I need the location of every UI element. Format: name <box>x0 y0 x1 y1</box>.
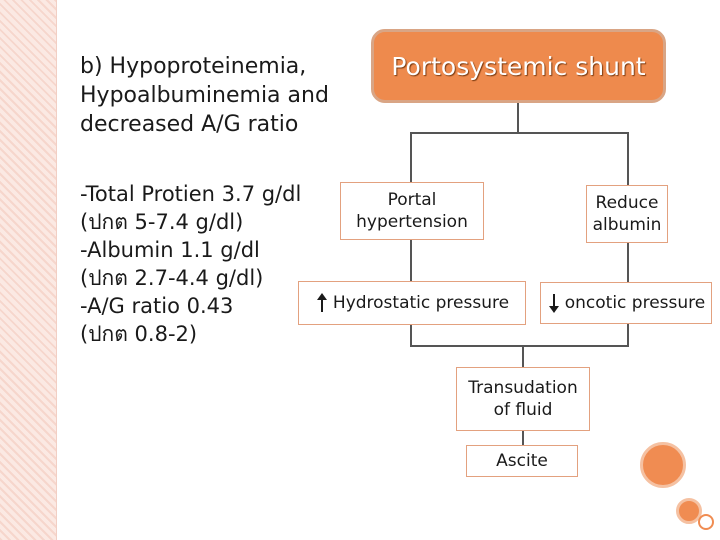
oncotic-label: oncotic pressure <box>564 293 706 313</box>
connector-to-portal <box>410 132 412 182</box>
transudation-label-line-1: Transudation <box>468 378 578 398</box>
decorative-circle-large <box>640 442 686 488</box>
reduce-albumin-box <box>586 185 668 243</box>
connector-horizontal-bottom <box>410 345 629 347</box>
connector-oncotic-down <box>627 324 629 346</box>
title-line-1: b) Hypoproteinemia, <box>80 54 307 79</box>
connector-hydro-down <box>410 325 412 346</box>
hydrostatic-pressure-box <box>298 281 526 325</box>
reduce-label-line-2: albumin <box>592 215 662 235</box>
title-line-2: Hypoalbuminemia and <box>80 83 329 108</box>
transudation-box <box>456 367 590 431</box>
lab-values <box>80 180 320 348</box>
arrow-down-icon <box>547 293 561 313</box>
arrow-up-icon <box>315 293 329 313</box>
lab-total-protein: -Total Protien 3.7 g/dl <box>80 182 302 206</box>
reduce-label-line-1: Reduce <box>595 193 659 213</box>
lab-albumin: -Albumin 1.1 g/dl <box>80 238 260 262</box>
portal-label-line-2: hypertension <box>356 212 468 232</box>
slide-title <box>80 52 370 139</box>
connector-portal-to-hydro <box>410 240 412 281</box>
decorative-ring <box>698 514 714 530</box>
hydrostatic-label: Hydrostatic pressure <box>332 293 510 313</box>
connector-to-reduce <box>627 132 629 185</box>
lab-albumin-normal: (ปกต 2.7-4.4 g/dl) <box>80 266 264 290</box>
portal-label-line-1: Portal <box>387 190 437 210</box>
portal-hypertension-box <box>340 182 484 240</box>
connector-shunt-down <box>517 103 519 133</box>
ascite-label: Ascite <box>496 451 548 471</box>
lab-ag-ratio-normal: (ปกต 0.8-2) <box>80 322 198 346</box>
lab-ag-ratio: -A/G ratio 0.43 <box>80 294 234 318</box>
shunt-label: Portosystemic shunt <box>391 51 646 81</box>
ascite-box <box>466 445 578 477</box>
transudation-label-line-2: of fluid <box>493 400 553 420</box>
portosystemic-shunt-box <box>371 29 666 103</box>
connector-to-transudation <box>522 345 524 367</box>
connector-to-ascite <box>522 431 524 445</box>
connector-horizontal-top <box>410 132 629 134</box>
connector-reduce-to-oncotic <box>627 243 629 282</box>
oncotic-pressure-box <box>540 282 712 324</box>
lab-total-protein-normal: (ปกต 5-7.4 g/dl) <box>80 210 244 234</box>
decorative-side-border <box>0 0 57 540</box>
title-line-3: decreased A/G ratio <box>80 112 299 137</box>
